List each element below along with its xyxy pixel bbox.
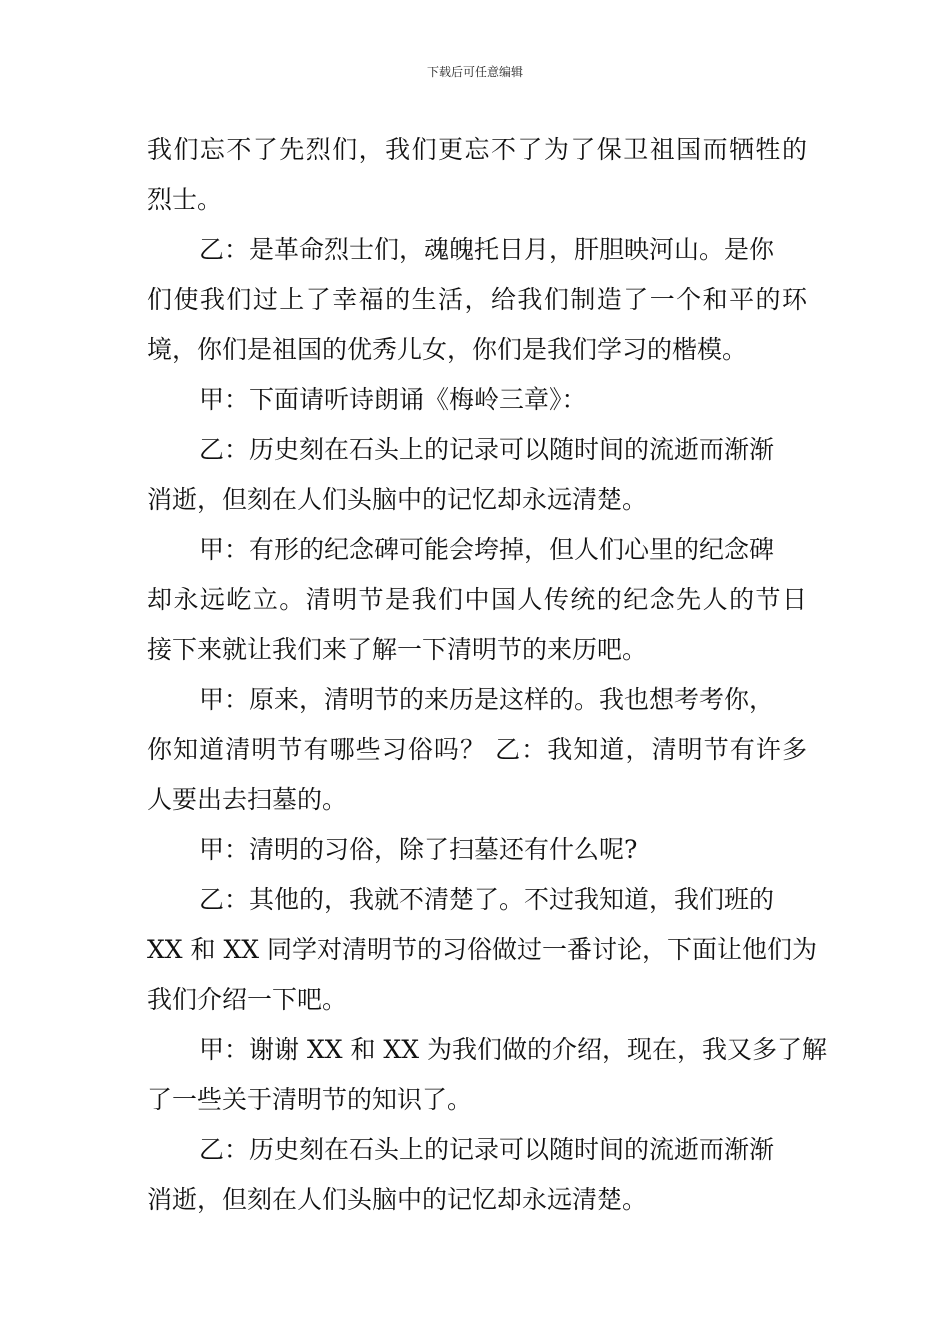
text-line: 消逝，但刻在人们头脑中的记忆却永远清楚。 [147, 1185, 648, 1214]
text-line: 却永远屹立。清明节是我们中国人传统的纪念先人的节日 [147, 585, 807, 614]
text-line: 甲：下面请听诗朗诵《梅岭三章》： [199, 385, 587, 414]
text-line: 甲：谢谢 XX 和 XX 为我们做的介绍，现在，我又多了解 [199, 1035, 827, 1064]
text-line: 甲：清明的习俗，除了扫墓还有什么呢? [199, 835, 638, 864]
text-line: 我们忘不了先烈们，我们更忘不了为了保卫祖国而牺牲的 [147, 135, 807, 164]
text-line: 甲：有形的纪念碑可能会垮掉，但人们心里的纪念碑 [199, 535, 775, 564]
document-body [147, 125, 827, 1225]
text-line: 乙：历史刻在石头上的记录可以随时间的流逝而渐渐 [199, 1135, 775, 1164]
text-line: 了一些关于清明节的知识了。 [147, 1085, 473, 1114]
text-line: 乙：其他的，我就不清楚了。不过我知道，我们班的 [199, 885, 775, 914]
text-line: 人要出去扫墓的。 [147, 785, 348, 814]
text-line: 们使我们过上了幸福的生活，给我们制造了一个和平的环 [147, 285, 807, 314]
text-line: 消逝，但刻在人们头脑中的记忆却永远清楚。 [147, 485, 648, 514]
text-line: 乙：是革命烈士们，魂魄托日月，肝胆映河山。是你 [199, 235, 775, 264]
text-line: 我们介绍一下吧。 [147, 985, 348, 1014]
text-line: XX 和 XX 同学对清明节的习俗做过一番讨论，下面让他们为 [147, 935, 818, 964]
text-line: 烈士。 [147, 185, 223, 214]
text-line: 境，你们是祖国的优秀儿女，你们是我们学习的楷模。 [147, 335, 748, 364]
text-line: 接下来就让我们来了解一下清明节的来历吧。 [147, 635, 648, 664]
text-line: 你知道清明节有哪些习俗吗？ 乙：我知道，清明节有许多 [147, 735, 807, 764]
text-line: 乙：历史刻在石头上的记录可以随时间的流逝而渐渐 [199, 435, 775, 464]
page-header: 下载后可任意编辑 [426, 65, 523, 79]
text-line: 甲：原来，清明节的来历是这样的。我也想考考你， [199, 685, 775, 714]
